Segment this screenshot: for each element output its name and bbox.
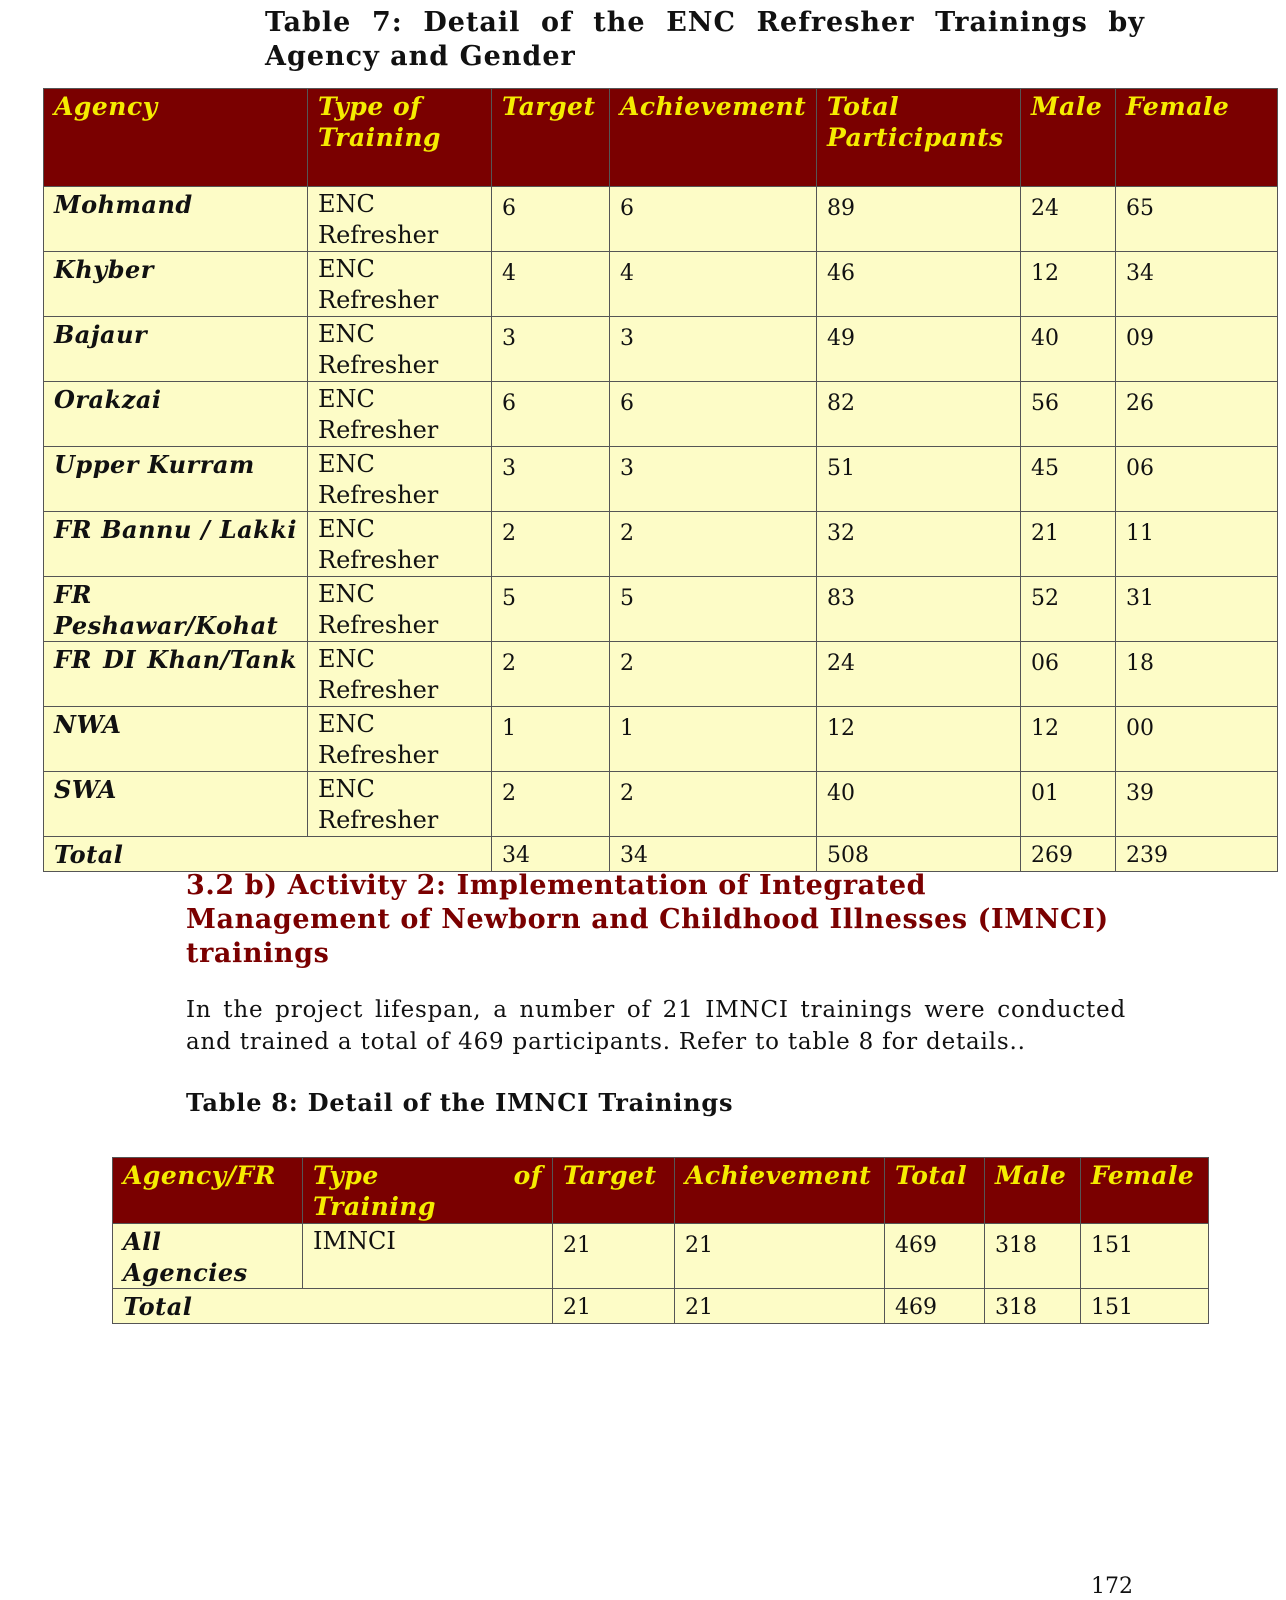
table-row bbox=[44, 187, 1278, 252]
table7-agency: Bajaur bbox=[44, 317, 308, 382]
table7-agency: SWA bbox=[44, 772, 308, 837]
table7-total: 82 bbox=[817, 382, 1021, 447]
table7-agency: Upper Kurram bbox=[44, 447, 308, 512]
table7-header: Agency bbox=[44, 89, 308, 187]
table7-header: Female bbox=[1116, 89, 1278, 187]
table7-target: 3 bbox=[492, 447, 610, 512]
table7-total: 83 bbox=[817, 577, 1021, 642]
table8-header: Male bbox=[985, 1158, 1081, 1224]
table7-agency: FR Peshawar/Kohat bbox=[44, 577, 308, 642]
table7-type: ENC Refresher bbox=[308, 252, 492, 317]
table7-target: 5 bbox=[492, 577, 610, 642]
table7-male: 24 bbox=[1021, 187, 1116, 252]
table8-header: Total bbox=[885, 1158, 985, 1224]
table7-total: 46 bbox=[817, 252, 1021, 317]
table7-type: ENC Refresher bbox=[308, 577, 492, 642]
table7-agency: FR DI Khan/Tank bbox=[44, 642, 308, 707]
table7-male: 45 bbox=[1021, 447, 1116, 512]
table8-total-label: Total bbox=[113, 1289, 553, 1324]
table7-type: ENC Refresher bbox=[308, 707, 492, 772]
table8-header-type-word2: Training bbox=[313, 1192, 436, 1221]
table7-female: 06 bbox=[1116, 447, 1278, 512]
table8-header-type-of: of bbox=[513, 1161, 542, 1190]
table7-caption: Table 7: Detail of the ENC Refresher Trainings by Agency and Gender bbox=[265, 7, 1145, 72]
table7-male: 52 bbox=[1021, 577, 1116, 642]
table8-target: 21 bbox=[553, 1224, 675, 1289]
table7-agency: Khyber bbox=[44, 252, 308, 317]
table-row bbox=[44, 642, 1278, 707]
table8-total-total: 469 bbox=[885, 1289, 985, 1324]
table7-type: ENC Refresher bbox=[308, 317, 492, 382]
table7-total-female: 239 bbox=[1116, 837, 1278, 872]
table8-header-type-word: Type bbox=[313, 1161, 379, 1190]
table8 bbox=[112, 1157, 1209, 1324]
table7-achievement: 1 bbox=[610, 707, 817, 772]
table7-female: 34 bbox=[1116, 252, 1278, 317]
table8-total: 469 bbox=[885, 1224, 985, 1289]
table7-total-label: Total bbox=[44, 837, 492, 872]
table7-total: 49 bbox=[817, 317, 1021, 382]
table7-total-participants: 508 bbox=[817, 837, 1021, 872]
table7-achievement: 3 bbox=[610, 317, 817, 382]
table7-total: 32 bbox=[817, 512, 1021, 577]
table7-target: 2 bbox=[492, 512, 610, 577]
table7-type: ENC Refresher bbox=[308, 447, 492, 512]
table7-male: 06 bbox=[1021, 642, 1116, 707]
table7-agency: NWA bbox=[44, 707, 308, 772]
table8-header-type bbox=[303, 1158, 553, 1224]
table7 bbox=[43, 88, 1278, 872]
table8-total-female: 151 bbox=[1081, 1289, 1209, 1324]
table-row bbox=[44, 707, 1278, 772]
table8-total-achievement: 21 bbox=[675, 1289, 885, 1324]
table7-male: 21 bbox=[1021, 512, 1116, 577]
table7-achievement: 5 bbox=[610, 577, 817, 642]
table-row bbox=[44, 772, 1278, 837]
table7-female: 31 bbox=[1116, 577, 1278, 642]
table8-header-row bbox=[113, 1158, 1209, 1224]
table7-male: 56 bbox=[1021, 382, 1116, 447]
table8-female: 151 bbox=[1081, 1224, 1209, 1289]
table7-target: 6 bbox=[492, 187, 610, 252]
table7-male: 01 bbox=[1021, 772, 1116, 837]
table7-header-row bbox=[44, 89, 1278, 187]
table7-female: 39 bbox=[1116, 772, 1278, 837]
section-heading: 3.2 b) Activity 2: Implementation of Integrated Management of Newborn and Childhood Illnesses (IMNCI) trainings bbox=[186, 870, 1109, 969]
table7-male: 12 bbox=[1021, 707, 1116, 772]
table7-female: 65 bbox=[1116, 187, 1278, 252]
table7-header: Target bbox=[492, 89, 610, 187]
table8-header: Female bbox=[1081, 1158, 1209, 1224]
table7-male: 40 bbox=[1021, 317, 1116, 382]
table7-type: ENC Refresher bbox=[308, 187, 492, 252]
table7-achievement: 2 bbox=[610, 642, 817, 707]
table7-type: ENC Refresher bbox=[308, 772, 492, 837]
table8-total-row bbox=[113, 1289, 1209, 1324]
table7-agency: Mohmand bbox=[44, 187, 308, 252]
table7-total: 89 bbox=[817, 187, 1021, 252]
table8-achievement: 21 bbox=[675, 1224, 885, 1289]
table7-total: 12 bbox=[817, 707, 1021, 772]
table7-total-male: 269 bbox=[1021, 837, 1116, 872]
table-row bbox=[44, 447, 1278, 512]
table-row bbox=[44, 512, 1278, 577]
table7-female: 11 bbox=[1116, 512, 1278, 577]
table-row bbox=[44, 317, 1278, 382]
table7-type: ENC Refresher bbox=[308, 512, 492, 577]
table7-header: Achievement bbox=[610, 89, 817, 187]
table-row bbox=[44, 382, 1278, 447]
table8-header: Achievement bbox=[675, 1158, 885, 1224]
table7-target: 3 bbox=[492, 317, 610, 382]
table8-total-male: 318 bbox=[985, 1289, 1081, 1324]
table8-total-target: 21 bbox=[553, 1289, 675, 1324]
table7-type: ENC Refresher bbox=[308, 382, 492, 447]
table-row bbox=[44, 252, 1278, 317]
table7-achievement: 4 bbox=[610, 252, 817, 317]
table7-header: Male bbox=[1021, 89, 1116, 187]
table8-header: Target bbox=[553, 1158, 675, 1224]
table7-total-row bbox=[44, 837, 1278, 872]
table8-type: IMNCI bbox=[303, 1224, 553, 1289]
table7-target: 4 bbox=[492, 252, 610, 317]
table7-achievement: 6 bbox=[610, 382, 817, 447]
table7-achievement: 2 bbox=[610, 772, 817, 837]
table7-achievement: 3 bbox=[610, 447, 817, 512]
table7-total: 40 bbox=[817, 772, 1021, 837]
table-row bbox=[113, 1224, 1209, 1289]
table7-type: ENC Refresher bbox=[308, 642, 492, 707]
table8-agency: All Agencies bbox=[113, 1224, 303, 1289]
table7-target: 1 bbox=[492, 707, 610, 772]
table7-male: 12 bbox=[1021, 252, 1116, 317]
table7-total-achievement: 34 bbox=[610, 837, 817, 872]
table7-total: 24 bbox=[817, 642, 1021, 707]
table7-total-target: 34 bbox=[492, 837, 610, 872]
table8-header: Agency/FR bbox=[113, 1158, 303, 1224]
table7-achievement: 2 bbox=[610, 512, 817, 577]
table7-agency: FR Bannu / Lakki bbox=[44, 512, 308, 577]
table7-achievement: 6 bbox=[610, 187, 817, 252]
table7-target: 2 bbox=[492, 642, 610, 707]
table8-male: 318 bbox=[985, 1224, 1081, 1289]
table7-target: 2 bbox=[492, 772, 610, 837]
table7-header: Total Participants bbox=[817, 89, 1021, 187]
table7-female: 26 bbox=[1116, 382, 1278, 447]
table7-agency: Orakzai bbox=[44, 382, 308, 447]
table7-female: 00 bbox=[1116, 707, 1278, 772]
section-paragraph: In the project lifespan, a number of 21 IMNCI trainings were conducted and trained a total of 469 participants. Refer to table 8 for details.. bbox=[186, 997, 1126, 1055]
table7-target: 6 bbox=[492, 382, 610, 447]
table7-female: 18 bbox=[1116, 642, 1278, 707]
table7-header: Type of Training bbox=[308, 89, 492, 187]
table-row bbox=[44, 577, 1278, 642]
table7-female: 09 bbox=[1116, 317, 1278, 382]
table8-caption: Table 8: Detail of the IMNCI Trainings bbox=[186, 1088, 734, 1117]
table7-total: 51 bbox=[817, 447, 1021, 512]
page-number: 172 bbox=[1091, 1574, 1133, 1599]
